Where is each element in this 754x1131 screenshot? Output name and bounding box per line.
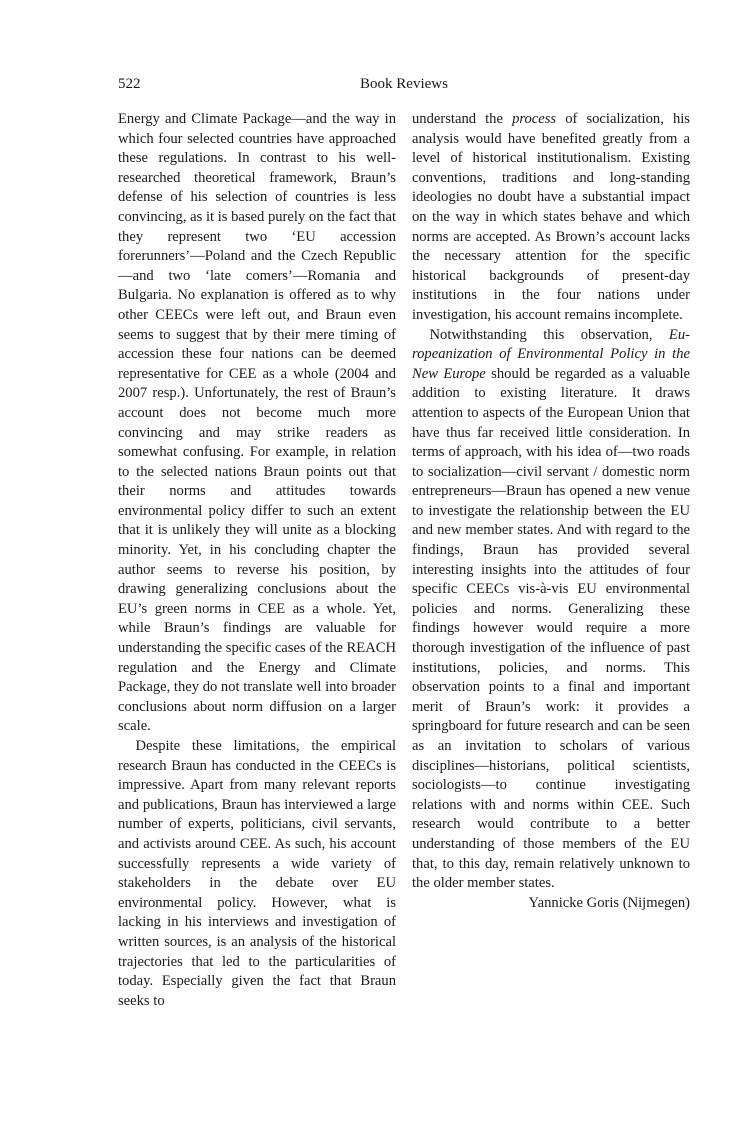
right-paragraph-1 [412,110,690,326]
left-column [118,110,396,1011]
right-paragraph-2-text-b: should be regarded as a valuable addition to existing literature. It draws attention to aspects of the European Union that have thus far received little consideration. In terms of approach, with his idea of—two roads to socialization—civil servant / domestic norm entrepreneurs—Braun has opened a new venue to investigate the relationship between the EU and new member states. And with regard to the findings, Braun has provided several interesting insights into the attitudes of four specific CEECs vis-à-vis EU environmental policies and norms. Generalizing these findings however would require a more thorough investigation of the influence of past institutions, policies, and norms. This observation points to a final and important merit of Braun’s work: it provides a springboard for future research and can be seen as an invitation to scholars of various disciplines—historians, political scientists, sociologists—to continue investigating relations with and norms within CEE. Such research would contribute to a better understanding of those members of the EU that, to this day, remain relatively unknown to the older member states. [412,365,691,892]
reviewer-signature: Yannicke Goris (Nijmegen) [528,894,690,911]
book-title: Europeanization of Environmental Policy in the New Europe [412,326,690,382]
left-paragraph-2: Despite these limitations, the empirical research Braun has conducted in the CEECs is impressive. Apart from many relevant reports and publications, Braun has interviewed a large number of experts, politicians, civil servants, and activists around CEE. As such, his account successfully represents a wide variety of stakeholders in the debate over EU environmental policy. However, what is lacking in his interviews and investigation of written sources, is an analysis of the historical trajectories that led to the particularities of today. Especially given the fact that Braun seeks to [118,738,396,1009]
running-head: Book Reviews [360,76,448,92]
right-column [412,110,690,913]
right-paragraph-2-text-a: Notwithstanding this observation, [429,326,669,343]
right-paragraph-1-emphasis: process [512,111,557,127]
left-paragraph-1: Energy and Climate Package—and the way in which four selected countries have approached these regulations. In contrast to his well-researched theoretical framework, Braun’s defense of his selection of countries is less convincing, as it is based purely on the fact that they represent two ‘EU accession forerunners’—Poland and the Czech Republic—and two ‘late comers’—Romania and Bulgaria. No explanation is offered as to why other CEECs were left out, and Braun even seems to suggest that by their mere timing of accession these four nations can be deemed representative for CEE as a whole (2004 and 2007 resp.). Unfortunately, the rest of Braun’s account does not become much more convincing and may strike readers as somewhat confusing. For example, in relation to the selected nations Braun points out that their norms and attitudes towards environmental policy differ to such an extent that it is unlikely they will unite as a blocking minority. Yet, in his concluding chapter the author seems to reverse his position, by drawing generalizing conclusions about the EU’s green norms in CEE as a whole. Yet, while Braun’s findings are valuable for understanding the specific cases of the REACH regulation and the Energy and Climate Package, they do not translate well into broader conclusions about norm diffusion on a larger scale. [118,111,397,735]
page-number: 522 [118,76,141,92]
right-paragraph-2 [412,326,690,894]
right-paragraph-1-text-a: understand the [412,111,513,127]
page-header [118,76,690,96]
right-paragraph-1-text-b: of socialization, his analysis would have benefited greatly from a level of historical institutionalism. Existing conventions, traditions and long-standing ideologies no doubt have a substantial impact on the way in which states behave and which norms are accepted. As Brown’s account lacks the necessary attention for the specific historical backgrounds of present-day institutions in the four nations under investigation, his account remains incomplete. [412,111,690,323]
